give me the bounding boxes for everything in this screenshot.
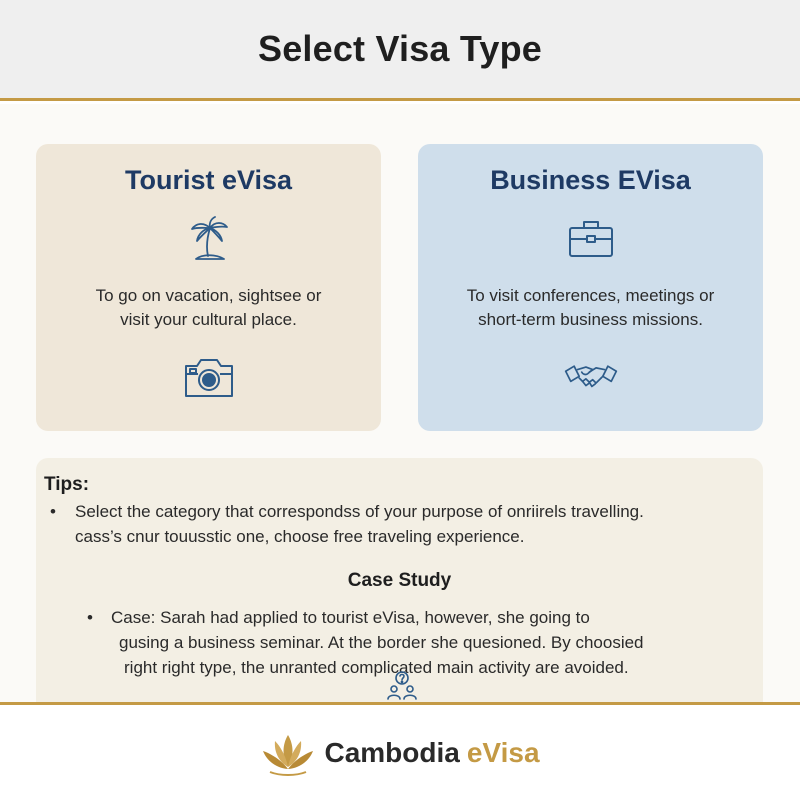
handshake-icon [564,354,618,402]
lotus-logo-icon [260,731,316,777]
brand-name: Cambodia [324,736,460,768]
main-content [0,104,800,702]
tip-bullet: • [50,502,56,521]
page-title: Select Visa Type [257,28,543,69]
business-desc-line2: short-term business missions. [478,310,703,329]
briefcase-icon [566,214,616,264]
tip-line-2: cass’s cnur touusstic one, choose free traveling experience. [75,527,525,546]
business-evisa-card[interactable] [418,144,763,431]
tourist-desc-line2: visit your cultural place. [120,310,297,329]
tips-title: Tips: [44,474,90,495]
brand-accent: eVisa [466,736,540,768]
case-line-1: Case: Sarah had applied to tourist eVisa, however, she going to [111,608,590,627]
case-bullet: • [87,608,93,627]
case-study-title: Case Study [347,570,452,591]
page-header [0,0,800,101]
tourist-desc-line1: To go on vacation, sightsee or [95,286,322,305]
tips-panel [36,458,763,718]
case-line-2: gusing a business seminar. At the border she quesioned. By choosied [119,633,644,652]
business-card-title: Business EVisa [490,165,691,195]
tourist-evisa-card[interactable] [36,144,381,431]
business-desc-line1: To visit conferences, meetings or [466,286,715,305]
footer [0,705,800,800]
tip-line-1: Select the category that correspondss of your purpose of onriirels travelling. [75,502,644,521]
case-line-3: right right type, the unranted complicated main activity are avoided. [124,658,629,677]
palm-tree-icon [184,214,234,264]
tourist-card-description [36,284,381,332]
question-people-icon [382,670,422,700]
tourist-card-title: Tourist eVisa [124,165,293,195]
business-card-description [418,284,763,332]
camera-icon [182,354,236,402]
